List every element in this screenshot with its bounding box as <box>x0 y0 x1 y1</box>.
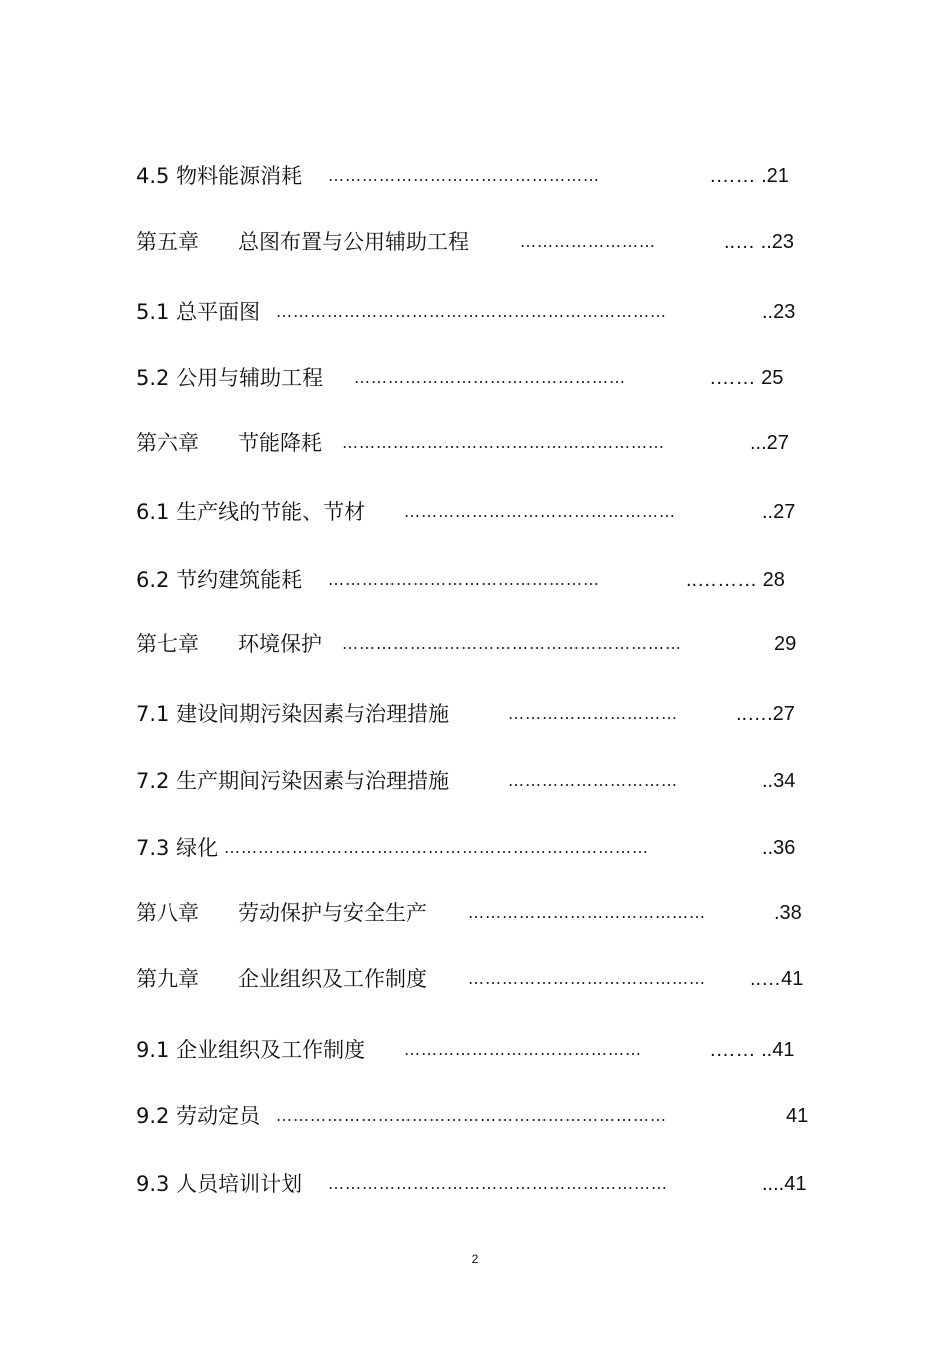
toc-entry[interactable] <box>0 764 950 798</box>
toc-entry[interactable] <box>0 361 950 395</box>
toc-chapter-entry[interactable] <box>0 962 950 996</box>
toc-leader-dots: …………………………………………………………… <box>276 1106 667 1125</box>
toc-entry[interactable] <box>0 495 950 529</box>
toc-leader-dots: …………………………………………………………… <box>276 302 667 321</box>
toc-page-number: ..23 <box>762 301 796 323</box>
toc-entry-label: 9.2 劳动定员 <box>136 1104 261 1128</box>
toc-page-number: ..36 <box>762 837 796 859</box>
toc-chapter-entry[interactable] <box>0 627 950 661</box>
toc-chapter-number: 第六章 <box>136 431 199 455</box>
toc-page-number: .…… 25 <box>710 367 784 389</box>
page-number: 2 <box>471 1252 479 1266</box>
toc-page-number: .…… ..41 <box>710 1039 795 1061</box>
toc-page-number: ...27 <box>750 432 789 454</box>
toc-page-number: ..… ..23 <box>724 231 795 253</box>
toc-page-number: 41 <box>786 1105 809 1127</box>
toc-chapter-title: 劳动保护与安全生产 <box>238 901 427 925</box>
toc-leader-dots: ………………………………………… <box>328 166 600 185</box>
toc-chapter-number: 第五章 <box>136 230 199 254</box>
toc-chapter-title: 企业组织及工作制度 <box>238 967 427 991</box>
toc-entry[interactable] <box>0 563 950 597</box>
toc-leader-dots: …………………………………………………… <box>328 1174 668 1193</box>
toc-entry[interactable] <box>0 1033 950 1067</box>
toc-leader-dots: …………………………………… <box>468 969 706 988</box>
toc-leader-dots: ………………………………………… <box>354 368 626 387</box>
toc-entry[interactable] <box>0 159 950 193</box>
toc-chapter-entry[interactable] <box>0 225 950 259</box>
toc-page-number: ..34 <box>762 770 796 792</box>
toc-leader-dots: ………………………………………………………………… <box>224 838 649 857</box>
toc-leader-dots: ………………………………………… <box>328 570 600 589</box>
toc-entry[interactable] <box>0 1167 950 1201</box>
toc-entry-label: 7.2 生产期间污染因素与治理措施 <box>136 769 450 793</box>
toc-chapter-title: 节能降耗 <box>238 431 322 455</box>
toc-entry[interactable] <box>0 1099 950 1133</box>
toc-leader-dots: …………………………………… <box>468 903 706 922</box>
toc-entry-label: 5.2 公用与辅助工程 <box>136 366 324 390</box>
toc-chapter-title: 环境保护 <box>238 632 322 656</box>
toc-page-number: ..27 <box>762 501 796 523</box>
toc-chapter-entry[interactable] <box>0 426 950 460</box>
toc-entry-label: 5.1 总平面图 <box>136 300 261 324</box>
toc-page-number: .38 <box>774 902 802 924</box>
toc-chapter-number: 第七章 <box>136 632 199 656</box>
toc-page-number: ..……… 28 <box>686 569 785 591</box>
toc-leader-dots: ………………………… <box>508 771 678 790</box>
toc-entry-label: 9.1 企业组织及工作制度 <box>136 1038 366 1062</box>
toc-page-number: ..….27 <box>736 703 795 725</box>
toc-entry-label: 4.5 物料能源消耗 <box>136 164 303 188</box>
toc-entry-label: 7.3 绿化 <box>136 836 219 860</box>
toc-page-number: 29 <box>774 633 797 655</box>
toc-page-number: ....41 <box>762 1173 807 1195</box>
toc-page-number: ..…41 <box>750 968 804 990</box>
toc-entry-label: 6.1 生产线的节能、节材 <box>136 500 366 524</box>
toc-entry[interactable] <box>0 831 950 865</box>
toc-leader-dots: …………………………………… <box>404 1040 642 1059</box>
toc-entry[interactable] <box>0 295 950 329</box>
toc-entry-label: 7.1 建设间期污染因素与治理措施 <box>136 702 450 726</box>
toc-entry[interactable] <box>0 697 950 731</box>
toc-entry-label: 6.2 节约建筑能耗 <box>136 568 303 592</box>
toc-chapter-entry[interactable] <box>0 896 950 930</box>
toc-leader-dots: …………………………………………………… <box>342 634 682 653</box>
toc-chapter-number: 第九章 <box>136 967 199 991</box>
toc-entry-label: 9.3 人员培训计划 <box>136 1172 303 1196</box>
toc-chapter-number: 第八章 <box>136 901 199 925</box>
toc-leader-dots: ………………………… <box>508 704 678 723</box>
toc-page-number: .…… .21 <box>710 165 789 187</box>
toc-leader-dots: …………………… <box>520 232 656 251</box>
toc-leader-dots: ………………………………………… <box>404 502 676 521</box>
toc-chapter-title: 总图布置与公用辅助工程 <box>238 230 469 254</box>
toc-leader-dots: ………………………………………………… <box>342 433 665 452</box>
